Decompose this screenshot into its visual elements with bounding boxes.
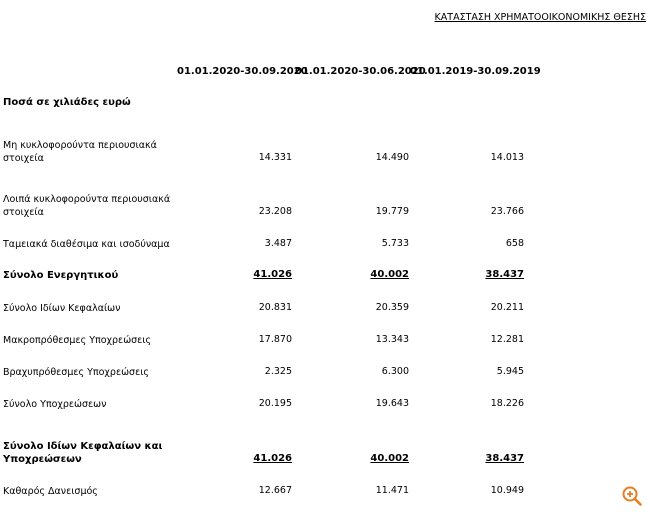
value-cell: 17.870 (258, 334, 292, 345)
value-cell: 11.471 (375, 485, 409, 496)
value-cell: 19.779 (375, 206, 409, 217)
value-cell: 14.331 (258, 152, 292, 163)
value-cell: 20.359 (375, 302, 409, 313)
value-cell: 10.949 (490, 485, 524, 496)
total-value-cell: 41.026 (253, 269, 292, 280)
total-value-cell: 40.002 (370, 269, 409, 280)
value-cell: 13.343 (375, 334, 409, 345)
value-cell: 5.733 (381, 238, 409, 249)
row-label-total-liabilities: Σύνολο Υποχρεώσεων (3, 399, 107, 410)
value-cell: 12.667 (258, 485, 292, 496)
value-cell: 23.766 (490, 206, 524, 217)
value-cell: 23.208 (258, 206, 292, 217)
value-cell: 6.300 (381, 366, 409, 377)
page-title: ΚΑΤΑΣΤΑΣΗ ΧΡΗΜΑΤΟΟΙΚΟΝΟΜΙΚΗΣ ΘΕΣΗΣ (434, 12, 646, 23)
row-label-cash: Ταμειακά διαθέσιμα και ισοδύναμα (3, 239, 170, 250)
row-label-short-term-liabilities: Βραχυπρόθεσμες Υποχρεώσεις (3, 367, 149, 378)
row-label-total-equity-and-liabilities: Σύνολο Ιδίων Κεφαλαίων και Υποχρεώσεων (3, 441, 163, 465)
value-cell: 14.490 (375, 152, 409, 163)
total-value-cell: 38.437 (485, 453, 524, 464)
total-value-cell: 38.437 (485, 269, 524, 280)
total-value-cell: 40.002 (370, 453, 409, 464)
row-label-long-term-liabilities: Μακροπρόθεσμες Υποχρεώσεις (3, 335, 152, 346)
zoom-in-icon (621, 485, 643, 507)
value-cell: 14.013 (490, 152, 524, 163)
value-cell: 658 (505, 238, 524, 249)
value-cell: 2.325 (264, 366, 292, 377)
value-cell: 20.195 (258, 398, 292, 409)
value-cell: 5.945 (496, 366, 524, 377)
row-label-non-current-assets: Μη κυκλοφορούντα περιουσιακά στοιχεία (3, 140, 157, 164)
column-header-h1-2020: 01.01.2020-30.06.2020 (295, 66, 426, 77)
value-cell: 20.831 (258, 302, 292, 313)
column-header-q3-2020: 01.01.2020-30.09.2020 (177, 66, 308, 77)
zoom-in-button[interactable] (620, 484, 644, 508)
row-label-other-current-assets: Λοιπά κυκλοφορούντα περιουσιακά στοιχεία (3, 194, 171, 218)
column-header-q3-2019: 01.01.2019-30.09.2019 (410, 66, 541, 77)
units-label: Ποσά σε χιλιάδες ευρώ (3, 97, 131, 108)
row-label-total-equity: Σύνολο Ιδίων Κεφαλαίων (3, 303, 121, 314)
row-label-net-debt: Καθαρός Δανεισμός (3, 486, 98, 497)
value-cell: 12.281 (490, 334, 524, 345)
row-label-total-assets: Σύνολο Ενεργητικού (3, 270, 119, 281)
value-cell: 20.211 (490, 302, 524, 313)
value-cell: 19.643 (375, 398, 409, 409)
value-cell: 3.487 (264, 238, 292, 249)
value-cell: 18.226 (490, 398, 524, 409)
total-value-cell: 41.026 (253, 453, 292, 464)
